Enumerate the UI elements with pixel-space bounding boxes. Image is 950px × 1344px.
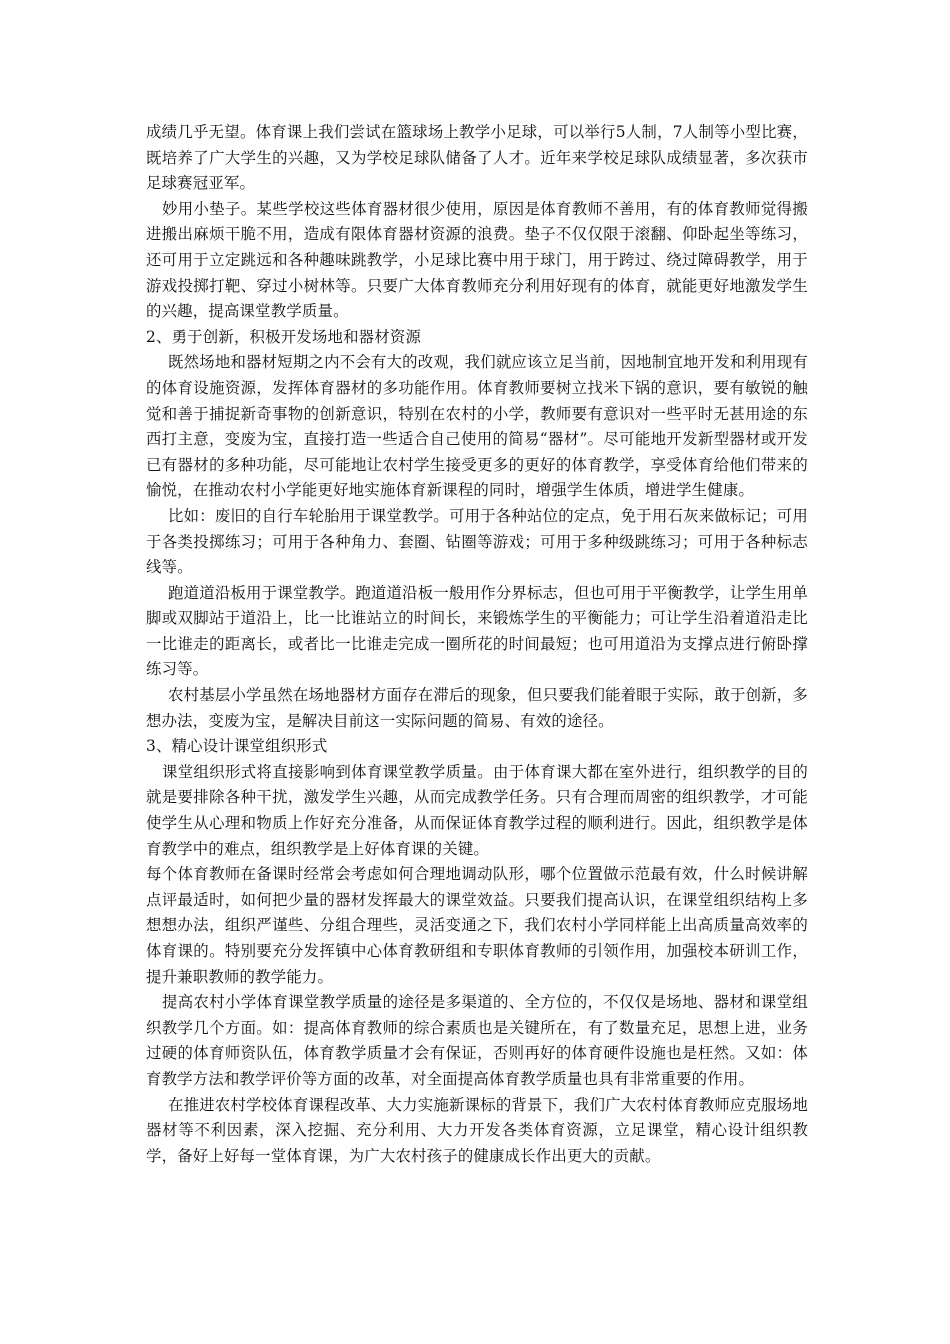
section-heading-3: 3、精心设计课堂组织形式 [146,737,328,756]
paragraph-continuation: 成绩几乎无望。体育课上我们尝试在篮球场上教学小足球，可以举行5人制，7人制等小型比赛，既培养了广大学生的兴趣，又为学校足球队储备了人才。近年来学校足球队成绩显著，多次获市足球赛冠亚军。 [146,123,808,193]
paragraph-rural-summary: 农村基层小学虽然在场地器材方面存在滞后的现象，但只要我们能着眼于实际，敢于创新，多想办法，变废为宝，是解决目前这一实际问题的简易、有效的途径。 [146,686,808,730]
document-body [146,120,808,1169]
paragraph-quality-paths: 提高农村小学体育课堂教学质量的途径是多渠道的、全方位的，不仅仅是场地、器材和课堂组织教学几个方面。如：提高体育教师的综合素质也是关键所在，有了数量充足，思想上进，业务过硬的体育师资队伍，体育教学质量才会有保证，否则再好的体育硬件设施也是枉然。又如：体育教学方法和教学评价等方面的改革，对全面提高体育教学质量也具有非常重要的作用。 [146,993,808,1088]
paragraph-lesson-planning: 每个体育教师在备课时经常会考虑如何合理地调动队形，哪个位置做示范最有效，什么时候讲解点评最适时，如何把少量的器材发挥最大的课堂效益。只要我们提高认识，在课堂组织结构上多想想办法，组织严谨些、分组合理些，灵活变通之下，我们农村小学同样能上出高质量高效率的体育课的。特别要充分发挥镇中心体育教研组和专职体育教师的引领作用，加强校本研训工作，提升兼职教师的教学能力。 [146,865,808,986]
paragraph-tire-example: 比如：废旧的自行车轮胎用于课堂教学。可用于各种站位的定点，免于用石灰来做标记；可用于各类投掷练习；可用于各种角力、套圈、钻圈等游戏；可用于多种级跳练习；可用于各种标志线等。 [146,506,808,577]
paragraph-mat-usage: 妙用小垫子。某些学校这些体育器材很少使用，原因是体育教师不善用，有的体育教师觉得搬进搬出麻烦干脆不用，造成有限体育器材资源的浪费。垫子不仅仅限于滚翻、仰卧起坐等练习，还可用于立定跳远和各种趣味跳教学，小足球比赛中用于球门，用于跨过、绕过障碍教学，用于游戏投掷打靶、穿过小树林等。只要广大体育教师充分利用好现有的体育，就能更好地激发学生的兴趣，提高课堂教学质量。 [146,199,808,321]
paragraph-class-organization: 课堂组织形式将直接影响到体育课堂教学质量。由于体育课大都在室外进行，组织教学的目的就是要排除各种干扰，激发学生兴趣，从而完成教学任务。只有合理而周密的组织教学，才可能使学生从心理和物质上作好充分准备，从而保证体育教学过程的顺利进行。因此，组织教学是体育教学中的难点，组织教学是上好体育课的关键。 [146,762,808,858]
paragraph-curb-example: 跑道道沿板用于课堂教学。跑道道沿板一般用作分界标志，但也可用于平衡教学，让学生用单脚或双脚站于道沿上，比一比谁站立的时间长，来锻炼学生的平衡能力；可让学生沿着道沿走比一比谁走的距离长，或者比一比谁走完成一圈所花的时间最短；也可用道沿为支撑点进行俯卧撑练习等。 [146,583,808,679]
paragraph-conclusion: 在推进农村学校体育课程改革、大力实施新课标的背景下，我们广大农村体育教师应克服场地器材等不利因素，深入挖掘、充分利用、大力开发各类体育资源，立足课堂，精心设计组织教学，备好上好每一堂体育课，为广大农村孩子的健康成长作出更大的贡献。 [146,1095,808,1165]
section-heading-2: 2、勇于创新，积极开发场地和器材资源 [146,327,422,346]
paragraph-innovation: 既然场地和器材短期之内不会有大的改观，我们就应该立足当前，因地制宜地开发和利用现有的体育设施资源，发挥体育器材的多功能作用。体育教师要树立找米下锅的意识，要有敏锐的触觉和善于捕捉新奇事物的创新意识，特别在农村的小学，教师要有意识对一些平时无甚用途的东西打主意，变废为宝，直接打造一些适合自己使用的简易“器材”。尽可能地开发新型器材或开发已有器材的多种功能，尽可能地让农村学生接受更多的更好的体育教学，享受体育给他们带来的愉悦，在推动农村小学能更好地实施体育新课程的同时，增强学生体质，增进学生健康。 [146,353,808,500]
